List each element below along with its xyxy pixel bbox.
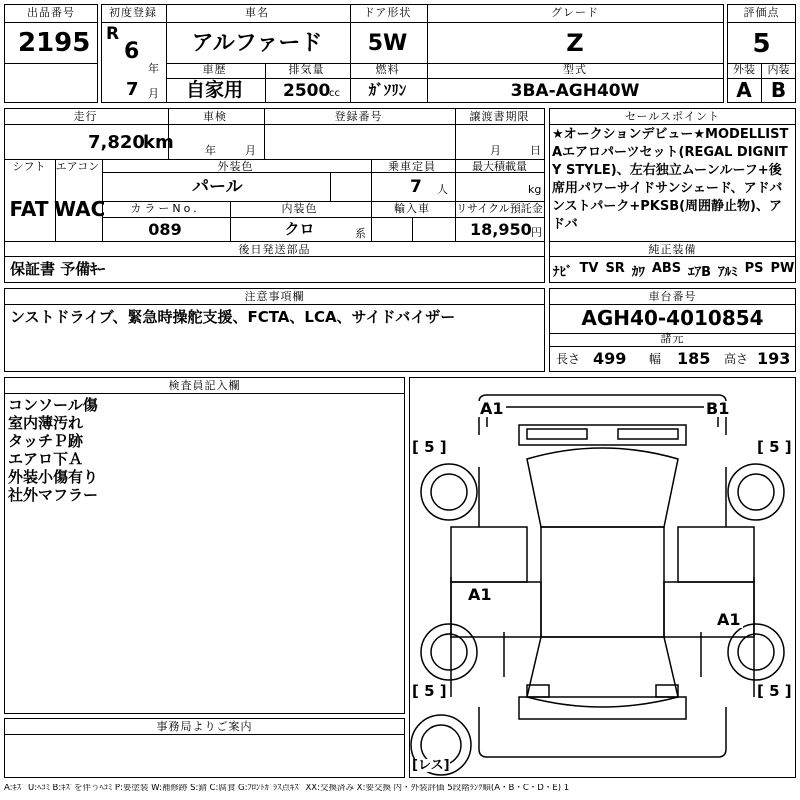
aircon-value: WAC — [54, 197, 106, 221]
fuel-value: ｶﾞｿﾘﾝ — [368, 81, 407, 99]
inspector-notes — [8, 396, 98, 504]
equipment-item: ﾅﾋﾞ — [553, 265, 573, 280]
registration-year-unit: 年 — [148, 62, 159, 75]
tire-tread-rear-left: [ 5 ] — [412, 682, 447, 700]
later-parts-value: 保証書 予備ｷｰ — [10, 260, 106, 278]
displacement-unit: cc — [329, 88, 340, 99]
height-label: 高さ — [724, 352, 749, 366]
headlight-left — [527, 429, 587, 439]
first-registration-header: 初度登録 — [109, 6, 157, 19]
mileage-unit: km — [143, 132, 174, 153]
wheel-front-right — [728, 464, 784, 520]
interior-color-unit: 系 — [355, 227, 366, 240]
displacement-value: 2500 — [283, 81, 331, 101]
wheel-front-right-inner — [738, 474, 774, 510]
car-diagram — [409, 377, 796, 778]
tire-tread-front-left: [ 5 ] — [412, 438, 447, 456]
inspector-header: 検査員記入欄 — [168, 379, 241, 392]
color-number-header: カラーNo. — [130, 202, 200, 215]
max-load-unit: kg — [528, 183, 542, 196]
windshield-outline — [527, 448, 678, 527]
spare-tire-label: [レス] — [412, 758, 450, 773]
color-number-value: 089 — [148, 220, 182, 239]
transfer-day-unit: 日 — [530, 144, 541, 157]
inspector-note: エアロ下Ａ — [8, 450, 84, 468]
interior-header: 内装 — [767, 63, 790, 76]
mark-front-right: B1 — [706, 399, 730, 418]
transfer-deadline-header: 譲渡書期限 — [469, 110, 530, 123]
shift-value: FAT — [9, 197, 49, 221]
mark-side-left: A1 — [468, 585, 492, 604]
grade-header: グレード — [551, 6, 599, 19]
equipment-item: ｶﾜ — [631, 265, 645, 280]
inspection-month-unit: 月 — [245, 144, 256, 157]
car-name-header: 車名 — [245, 6, 269, 19]
wheel-front-left — [421, 464, 477, 520]
side-window-lines — [479, 467, 726, 677]
history-value: 自家用 — [185, 79, 243, 101]
grade-value: Z — [566, 29, 584, 57]
door-front-right — [678, 527, 754, 582]
aircon-header: エアコン — [55, 160, 100, 173]
wheel-rear-left — [421, 624, 477, 680]
inspection-header: 車検 — [203, 110, 227, 123]
registration-month-unit: 月 — [148, 87, 159, 100]
plate-header: 登録番号 — [334, 110, 383, 123]
equipment-item: ｴｱB — [688, 265, 712, 280]
wheel-rear-right — [728, 624, 784, 680]
mark-front-left: A1 — [480, 399, 504, 418]
model-header: 型式 — [563, 63, 587, 76]
wheel-rear-right-inner — [738, 634, 774, 670]
later-parts-header: 後日発送部品 — [238, 243, 311, 256]
wheel-rear-left-inner — [431, 634, 467, 670]
exterior-header: 外装 — [733, 63, 755, 76]
tire-tread-front-right: [ 5 ] — [757, 438, 792, 456]
lot-number: 2195 — [18, 28, 91, 58]
width-value: 185 — [677, 349, 711, 368]
equipment-item: PW — [770, 261, 795, 276]
history-header: 車歴 — [202, 63, 227, 76]
door-header: ドア形状 — [363, 6, 412, 19]
recycle-unit: 円 — [531, 226, 542, 239]
exterior-color-header: 外装色 — [217, 160, 254, 173]
notes-header: 注意事項欄 — [244, 290, 305, 303]
recycle-value: 18,950 — [470, 220, 532, 239]
mileage-value: 7,820 — [88, 132, 145, 153]
rear-bumper-outline — [479, 707, 726, 757]
dimensions-header: 諸元 — [660, 332, 685, 345]
taillight-right — [656, 685, 678, 697]
front-bumper-outline — [479, 395, 726, 435]
import-header: 輸入車 — [394, 202, 430, 215]
displacement-header: 排気量 — [288, 63, 325, 76]
inspection-year-unit: 年 — [205, 144, 216, 157]
score-header: 評価点 — [743, 6, 780, 19]
mileage-header: 走行 — [73, 110, 98, 123]
tire-tread-rear-right: [ 5 ] — [757, 682, 792, 700]
equipment-item: ｱﾙﾐ — [718, 265, 738, 280]
length-label: 長さ — [556, 352, 581, 366]
capacity-value: 7 — [410, 177, 422, 197]
recycle-header: リサイクル預託金 — [456, 202, 543, 215]
headlight-right — [618, 429, 678, 439]
chassis-number: AGH40-4010854 — [581, 306, 764, 330]
length-value: 499 — [593, 349, 627, 368]
registration-year: 6 — [124, 39, 140, 64]
equipment-item: ABS — [651, 261, 682, 276]
notes-text: ンストドライブ、緊急時操舵支援、FCTA、LCA、サイドバイザー — [10, 308, 456, 326]
sales-point-header: セールスポイント — [624, 110, 720, 123]
hood-outline — [519, 425, 686, 445]
lot-header: 出品番号 — [27, 6, 75, 19]
height-value: 193 — [757, 349, 791, 368]
equipment-list — [553, 261, 793, 280]
equipment-item: TV — [579, 261, 599, 276]
inspector-note: 外装小傷有り — [8, 468, 99, 486]
door-value: 5W — [367, 31, 408, 56]
exterior-score: A — [736, 78, 752, 102]
interior-score: B — [770, 78, 787, 102]
taillight-left — [527, 685, 549, 697]
inspector-note: 室内薄汚れ — [8, 414, 84, 432]
door-front-left — [451, 527, 527, 582]
mark-side-right: A1 — [717, 610, 741, 629]
max-load-header: 最大積載量 — [472, 160, 527, 173]
capacity-header: 乗車定員 — [388, 160, 436, 173]
legend-text: A:ｷｽﾞ U:ﾍｺﾐ B:ｷｽﾞを伴うﾍｺﾐ P:要塗装 W:補修跡 S:錆 C:腐食 G:ﾌﾛﾝﾄｶﾞﾗｽ点ｷｽﾞ XX:交換済み X:要交換 内・外装評価 5段階ﾗﾝｸ順(A・B・C・D・E) 1 — [4, 784, 570, 793]
equipment-header: 純正装備 — [648, 243, 697, 256]
shift-header: シフト — [12, 160, 46, 173]
equipment-item: PS — [744, 261, 764, 276]
roof-outline — [541, 527, 664, 637]
chassis-header: 車台番号 — [648, 290, 697, 303]
sales-point-text: ★オークションデビュー★MODELLISTAエアロパーツセット(REGAL DIGNITY STYLE)、左右独立ムーンルーフ+後席用パワーサイドサンシェード、アドバンストパーク+PKSB(周囲静止物)、アドバ — [552, 127, 789, 232]
capacity-unit: 人 — [437, 183, 448, 196]
registration-month: 7 — [126, 79, 139, 100]
wheel-front-left-inner — [431, 474, 467, 510]
car-name: アルファード — [191, 31, 323, 56]
equipment-item: SR — [605, 261, 625, 276]
transfer-month-unit: 月 — [490, 144, 501, 157]
fuel-header: 燃料 — [375, 63, 400, 76]
office-header: 事務局よりご案内 — [156, 720, 253, 733]
inspector-note: タッチＰ跡 — [8, 432, 84, 450]
interior-color-value: クロ — [284, 220, 315, 238]
inspector-note: コンソール傷 — [8, 396, 98, 414]
interior-color-header: 内装色 — [281, 202, 318, 215]
model-value: 3BA-AGH40W — [510, 81, 640, 101]
vehicle-detail-section — [4, 108, 545, 283]
front-bumper-inner — [487, 407, 718, 427]
registration-era: R — [106, 24, 120, 44]
width-label: 幅 — [649, 352, 662, 366]
inspector-note: 社外マフラー — [8, 486, 99, 504]
exterior-color-value: パール — [192, 177, 243, 197]
score-value: 5 — [752, 29, 771, 59]
